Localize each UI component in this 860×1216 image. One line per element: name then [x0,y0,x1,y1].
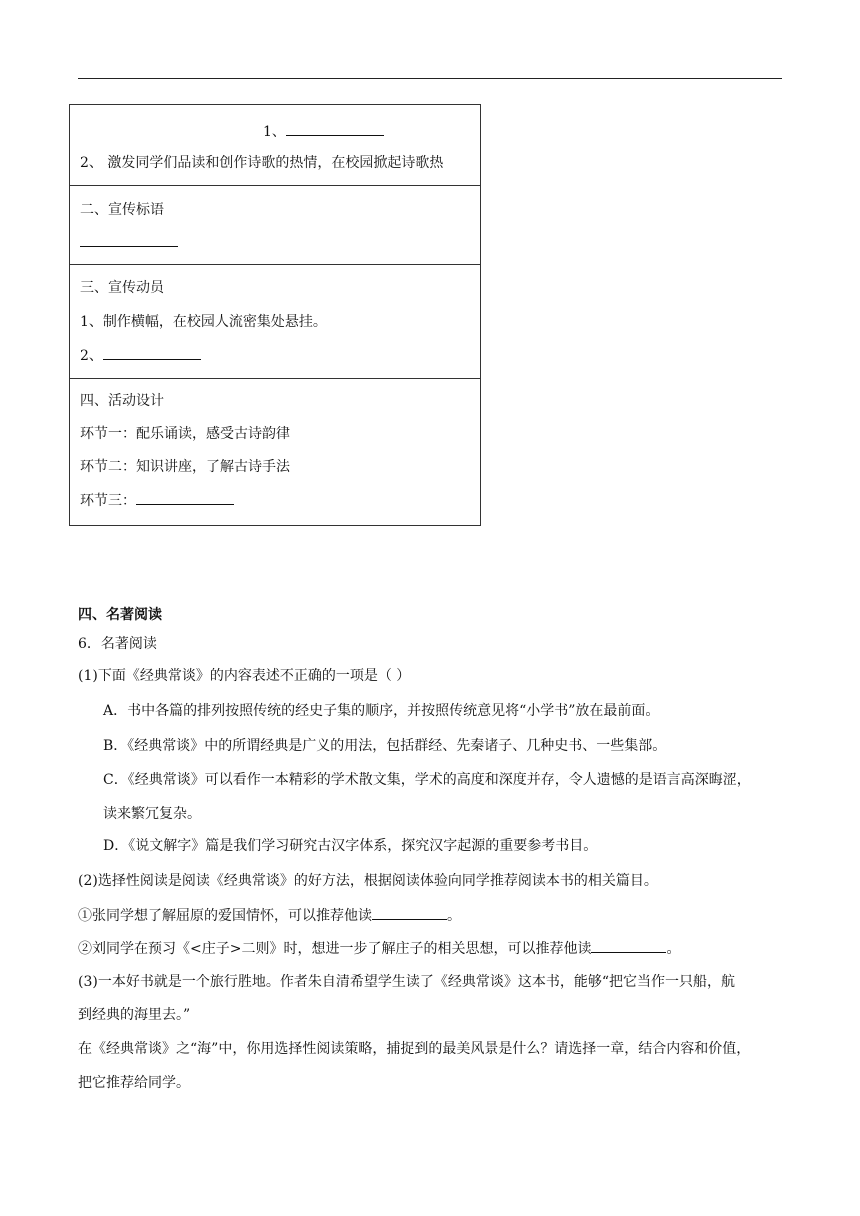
option-b: B．《经典常谈》中的所谓经典是广义的用法，包括群经、先秦诸子、几种史书、一些集部。 [103,738,667,754]
slogan-cell [70,186,480,265]
question-3-line-3: 在《经典常谈》之“海”中，你用选择性阅读策略，捕捉到的最美风景是什么？请选择一章，结合内容和价值， [78,1041,751,1057]
question-2: (2)选择性阅读是阅读《经典常谈》的好方法，根据阅读体验向同学推荐阅读本书的相关篇目。 [78,873,658,889]
question-2a [78,905,461,926]
activity-cell [70,379,480,525]
goal-1-label: 1、 [263,124,286,140]
goals-cell [70,105,480,186]
step-1: 环节一：配乐诵读，感受古诗韵律 [80,426,290,442]
mobilize-item-1: 1、制作横幅，在校园人流密集处悬挂。 [80,314,327,330]
activity-heading: 四、活动设计 [80,393,164,409]
mobilize-heading: 三、宣传动员 [80,280,164,296]
question-2a-end: 。 [447,908,461,924]
slogan-heading: 二、宣传标语 [80,202,164,218]
question-3-line-4: 把它推荐给同学。 [78,1075,190,1091]
goal-2-text: 2、 激发同学们品读和创作诗歌的热情，在校园掀起诗歌热 [80,155,444,171]
goal-1-blank [286,121,384,136]
question-2b-text: ②刘同学在预习《<庄子>二则》时，想进一步了解庄子的相关思想，可以推荐他读 [78,941,592,957]
question-title: 6．名著阅读 [78,636,157,652]
slogan-blank-line [80,232,178,253]
question-2b [78,938,680,959]
option-a: A．书中各篇的排列按照传统的经史子集的顺序，并按照传统意见将“小学书”放在最前面。 [103,703,660,719]
step-3-blank [136,490,234,505]
question-3-line-1: (3)一本好书就是一个旅行胜地。作者朱自清希望学生读了《经典常谈》这本书，能够“把它当作一只船，航 [78,974,735,990]
question-2b-blank [591,938,666,953]
question-1: (1)下面《经典常谈》的内容表述不正确的一项是（ ） [78,668,411,684]
step-3 [80,490,234,511]
question-2a-blank [372,905,447,920]
mobilize-item-2 [80,345,201,366]
header-rule [78,78,782,79]
goal-1-line [263,121,384,142]
step-3-label: 环节三： [80,493,136,509]
mobilize-2-blank [103,345,201,360]
question-2b-end: 。 [666,941,681,957]
section-heading: 四、名著阅读 [78,607,162,623]
question-3-line-2: 到经典的海里去。” [78,1007,191,1023]
mobilize-2-label: 2、 [80,348,103,364]
slogan-blank [80,232,178,247]
activity-plan-table [69,104,481,526]
mobilize-cell [70,265,480,379]
question-2a-text: ①张同学想了解屈原的爱国情怀，可以推荐他读 [78,908,372,924]
option-d: D．《说文解字》篇是我们学习研究古汉字体系，探究汉字起源的重要参考书目。 [103,838,598,854]
option-c-line-2: 读来繁冗复杂。 [103,806,201,822]
option-c-line-1: C．《经典常谈》可以看作一本精彩的学术散文集，学术的高度和深度并存，令人遗憾的是语言高深晦涩， [103,772,751,788]
step-2: 环节二：知识讲座，了解古诗手法 [80,459,290,475]
